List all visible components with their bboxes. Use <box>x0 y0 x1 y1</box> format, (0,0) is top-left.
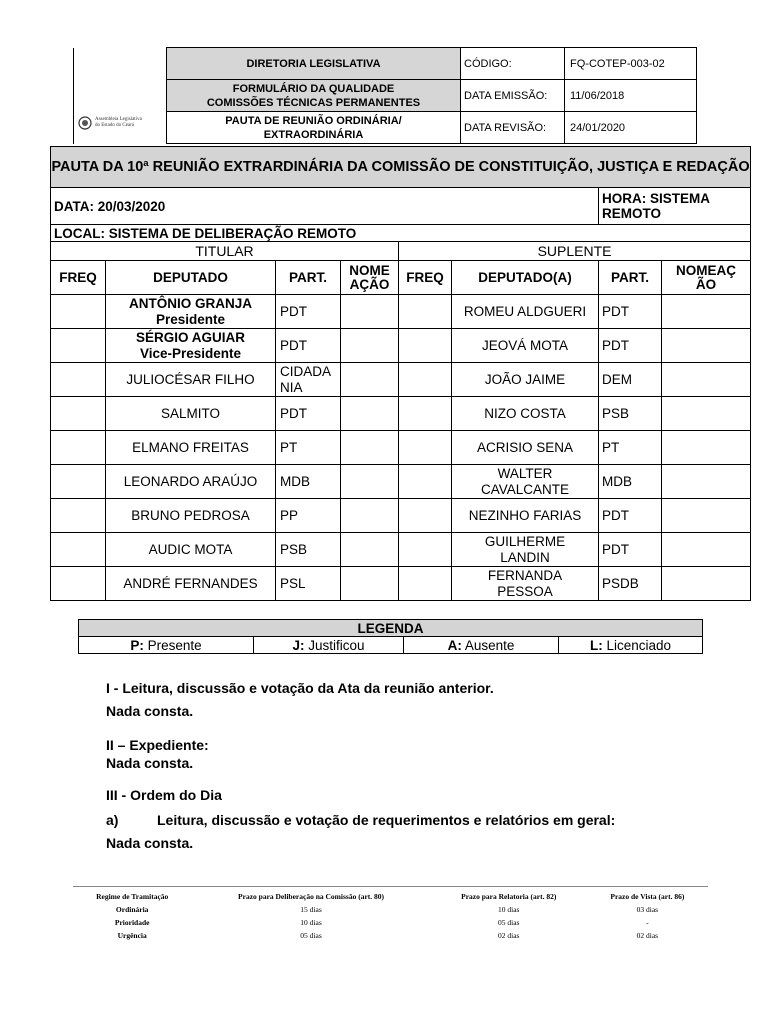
meeting-time-line1: HORA: SISTEMA <box>602 191 710 206</box>
col-nomeacao-line2: AÇÃO <box>349 276 390 292</box>
titular-name-cell <box>106 499 276 533</box>
titular-freq-cell[interactable] <box>51 567 106 601</box>
suplente-freq-cell[interactable] <box>399 363 452 397</box>
form-title-cell <box>167 80 461 112</box>
titular-nomeacao-cell <box>341 329 399 363</box>
col-freq-suplente: FREQ <box>399 261 452 295</box>
col-nomeacao2-line2: ÃO <box>695 276 717 292</box>
meeting-time <box>599 188 751 225</box>
titular-freq-cell[interactable] <box>51 533 106 567</box>
titular-freq-cell[interactable] <box>51 397 106 431</box>
titular-name: ELMANO FREITAS <box>132 439 249 455</box>
suplente-freq-cell[interactable] <box>399 431 452 465</box>
directorate-cell: DIRETORIA LEGISLATIVA <box>167 48 461 80</box>
issue-date-value: 11/06/2018 <box>565 80 697 112</box>
titular-freq-cell[interactable] <box>51 329 106 363</box>
suplente-nomeacao-cell <box>662 533 751 567</box>
agenda-item-3a-key: a) <box>106 812 119 828</box>
agenda-item-3 <box>106 786 615 852</box>
deadline-header: Prazo de Vista (art. 86) <box>610 892 685 901</box>
deadline-cell: 05 dias <box>300 931 322 940</box>
titular-name: BRUNO PEDROSA <box>131 507 250 523</box>
agenda-item-3a-title: Leitura, discussão e votação de requerimentos e relatórios em geral: <box>157 812 616 828</box>
titular-freq-cell[interactable] <box>51 431 106 465</box>
titular-name-cell <box>106 533 276 567</box>
agenda-item-1 <box>106 679 494 720</box>
deadline-cell: 02 dias <box>636 931 659 940</box>
titular-nomeacao-cell <box>341 397 399 431</box>
deadline-cell: 03 dias <box>636 905 659 914</box>
logo-text-line2: do Estado do Ceará <box>95 122 135 128</box>
meeting-title: PAUTA DA 10ª REUNIÃO EXTRARDINÁRIA DA COMISSÃO DE CONSTITUIÇÃO, JUSTIÇA E REDAÇÃO <box>51 147 751 188</box>
titular-name-cell <box>106 329 276 363</box>
agenda-item-3a-note: Nada consta. <box>106 835 194 851</box>
deadline-header: Prazo para Relatoria (art. 82) <box>461 892 557 901</box>
legend-title: LEGENDA <box>79 620 703 637</box>
legend-licensed-key: L: <box>589 637 603 653</box>
revision-date-value: 24/01/2020 <box>565 112 697 144</box>
titular-name-cell <box>106 363 276 397</box>
assembly-seal-icon <box>78 116 92 130</box>
suplente-party: PDT <box>599 499 662 533</box>
titular-nomeacao-cell <box>341 465 399 499</box>
titular-freq-cell[interactable] <box>51 363 106 397</box>
member-row <box>51 363 751 397</box>
suplente-party: MDB <box>599 465 662 499</box>
agenda-item-2 <box>106 736 209 772</box>
deadline-cell: 10 dias <box>498 905 520 914</box>
suplente-party: PSDB <box>599 567 662 601</box>
suplente-header: SUPLENTE <box>399 242 751 261</box>
suplente-freq-cell[interactable] <box>399 465 452 499</box>
col-deputado: DEPUTADO <box>106 261 276 295</box>
member-rows <box>51 295 751 601</box>
titular-party: PDT <box>276 397 341 431</box>
titular-name-cell <box>106 295 276 329</box>
pauta-type-cell <box>167 112 461 144</box>
agenda-item-3a <box>106 811 615 829</box>
deadline-cell: 10 dias <box>300 918 322 927</box>
col-part-suplente: PART. <box>599 261 662 295</box>
legend-licensed-value: Licenciado <box>602 637 672 653</box>
suplente-name: WALTER CAVALCANTE <box>452 465 599 499</box>
member-row <box>51 397 751 431</box>
col-part: PART. <box>276 261 341 295</box>
member-row <box>51 329 751 363</box>
legend-absent-value: Ausente <box>461 637 515 653</box>
titular-party: PP <box>276 499 341 533</box>
legend-absent-key: A: <box>447 637 462 653</box>
suplente-name: GUILHERME LANDIN <box>452 533 599 567</box>
col-nomeacao-line1: NOME <box>349 262 390 278</box>
suplente-name: ACRISIO SENA <box>452 431 599 465</box>
deadline-cell: 15 dias <box>300 905 322 914</box>
suplente-freq-cell[interactable] <box>399 499 452 533</box>
suplente-nomeacao-cell <box>662 363 751 397</box>
form-title-line1: FORMULÁRIO DA QUALIDADE <box>232 82 395 95</box>
suplente-name: FERNANDA PESSOA <box>452 567 599 601</box>
titular-name: SÉRGIO AGUIAR <box>135 329 245 345</box>
meeting-time-line2: REMOTO <box>602 206 662 221</box>
titular-party: PDT <box>276 295 341 329</box>
titular-name: JULIOCÉSAR FILHO <box>126 371 255 387</box>
col-nomeacao <box>341 261 399 295</box>
suplente-freq-cell[interactable] <box>399 567 452 601</box>
legend-licensed <box>559 637 703 654</box>
suplente-name: JEOVÁ MOTA <box>452 329 599 363</box>
pauta-type-line2: EXTRAORDINÁRIA <box>263 128 364 141</box>
suplente-party: PDT <box>599 533 662 567</box>
pauta-type-line1: PAUTA DE REUNIÃO ORDINÁRIA/ <box>225 114 402 127</box>
titular-nomeacao-cell <box>341 533 399 567</box>
code-label: CÓDIGO: <box>461 48 565 80</box>
titular-header: TITULAR <box>51 242 399 261</box>
titular-nomeacao-cell <box>341 431 399 465</box>
titular-name-cell <box>106 567 276 601</box>
suplente-party: PDT <box>599 329 662 363</box>
suplente-nomeacao-cell <box>662 431 751 465</box>
titular-party: MDB <box>276 465 341 499</box>
code-value: FQ-COTEP-003-02 <box>565 48 697 80</box>
titular-freq-cell[interactable] <box>51 295 106 329</box>
suplente-freq-cell[interactable] <box>399 295 452 329</box>
deadlines-rows <box>73 903 708 942</box>
titular-name: SALMITO <box>160 405 221 421</box>
deadline-cell: Urgência <box>117 931 147 940</box>
deadline-cell: Ordinária <box>115 905 149 914</box>
agenda-item-2-note: Nada consta. <box>106 755 194 771</box>
suplente-party: DEM <box>599 363 662 397</box>
suplente-name: ROMEU ALDGUERI <box>452 295 599 329</box>
titular-name-cell <box>106 397 276 431</box>
member-row <box>51 499 751 533</box>
deadlines-footer <box>73 886 708 942</box>
suplente-nomeacao-cell <box>662 397 751 431</box>
legend-absent <box>404 637 559 654</box>
col-nomeacao-suplente <box>662 261 751 295</box>
titular-nomeacao-cell <box>341 363 399 397</box>
titular-name-cell <box>106 465 276 499</box>
agenda-item-2-title: II – Expediente: <box>106 737 209 753</box>
deadline-header: Regime de Tramitação <box>96 892 169 901</box>
suplente-name: NIZO COSTA <box>452 397 599 431</box>
suplente-freq-cell[interactable] <box>399 397 452 431</box>
titular-freq-cell[interactable] <box>51 465 106 499</box>
legend-justified-key: J: <box>292 637 305 653</box>
form-title-line2: COMISSÕES TÉCNICAS PERMANENTES <box>206 96 421 109</box>
deadline-row <box>73 903 708 916</box>
agenda-item-3-title: III - Ordem do Dia <box>106 787 222 803</box>
titular-party: PSL <box>276 567 341 601</box>
document-header <box>73 47 697 144</box>
suplente-nomeacao-cell <box>662 329 751 363</box>
titular-nomeacao-cell <box>341 295 399 329</box>
meeting-date: DATA: 20/03/2020 <box>51 188 599 225</box>
suplente-freq-cell[interactable] <box>399 533 452 567</box>
legend-table <box>78 619 703 654</box>
meeting-table <box>50 146 751 601</box>
suplente-party: PT <box>599 431 662 465</box>
member-row <box>51 567 751 601</box>
col-nomeacao2-line1: NOMEAÇ <box>676 262 737 278</box>
legend-present-value: Presente <box>143 637 202 653</box>
legend-justified-value: Justificou <box>304 637 365 653</box>
suplente-freq-cell[interactable] <box>399 329 452 363</box>
meeting-location: LOCAL: SISTEMA DE DELIBERAÇÃO REMOTO <box>51 225 751 242</box>
agenda-item-1-title: I - Leitura, discussão e votação da Ata da reunião anterior. <box>106 680 494 696</box>
titular-name: ANTÔNIO GRANJA <box>128 295 252 311</box>
agenda-item-1-note: Nada consta. <box>106 703 194 719</box>
col-deputado-suplente: DEPUTADO(A) <box>452 261 599 295</box>
titular-nomeacao-cell <box>341 499 399 533</box>
titular-freq-cell[interactable] <box>51 499 106 533</box>
col-freq: FREQ <box>51 261 106 295</box>
suplente-party: PDT <box>599 295 662 329</box>
titular-party: PDT <box>276 329 341 363</box>
suplente-party: PSB <box>599 397 662 431</box>
deadlines-header-row <box>73 887 708 903</box>
member-row <box>51 533 751 567</box>
suplente-name: NEZINHO FARIAS <box>452 499 599 533</box>
titular-name: AUDIC MOTA <box>148 541 233 557</box>
titular-party: PT <box>276 431 341 465</box>
deadline-header: Prazo para Deliberação na Comissão (art. 80) <box>238 892 385 901</box>
member-row <box>51 295 751 329</box>
member-row <box>51 431 751 465</box>
legend-present <box>79 637 254 654</box>
suplente-name: JOÃO JAIME <box>452 363 599 397</box>
titular-party: PSB <box>276 533 341 567</box>
deadline-cell: Prioridade <box>114 918 150 927</box>
logo-cell <box>74 48 167 144</box>
deadline-cell: 05 dias <box>498 918 520 927</box>
deadline-cell: 02 dias <box>498 931 520 940</box>
legend-justified <box>254 637 404 654</box>
titular-name-cell <box>106 431 276 465</box>
suplente-nomeacao-cell <box>662 465 751 499</box>
suplente-nomeacao-cell <box>662 567 751 601</box>
deadline-row <box>73 929 708 942</box>
titular-nomeacao-cell <box>341 567 399 601</box>
titular-name: LEONARDO ARAÚJO <box>123 473 258 489</box>
revision-date-label: DATA REVISÃO: <box>461 112 565 144</box>
logo-text-line1: Assembleia Legislativa <box>95 116 142 122</box>
issue-date-label: DATA EMISSÃO: <box>461 80 565 112</box>
suplente-nomeacao-cell <box>662 499 751 533</box>
suplente-nomeacao-cell <box>662 295 751 329</box>
deadlines-table <box>73 887 708 942</box>
member-row <box>51 465 751 499</box>
titular-name: ANDRÉ FERNANDES <box>123 575 258 591</box>
member-role: Vice-Presidente <box>139 345 242 361</box>
deadline-cell: - <box>646 918 649 927</box>
legend-present-key: P: <box>130 637 144 653</box>
member-role: Presidente <box>155 311 226 327</box>
deadline-row <box>73 916 708 929</box>
titular-party: CIDADANIA <box>276 363 341 397</box>
